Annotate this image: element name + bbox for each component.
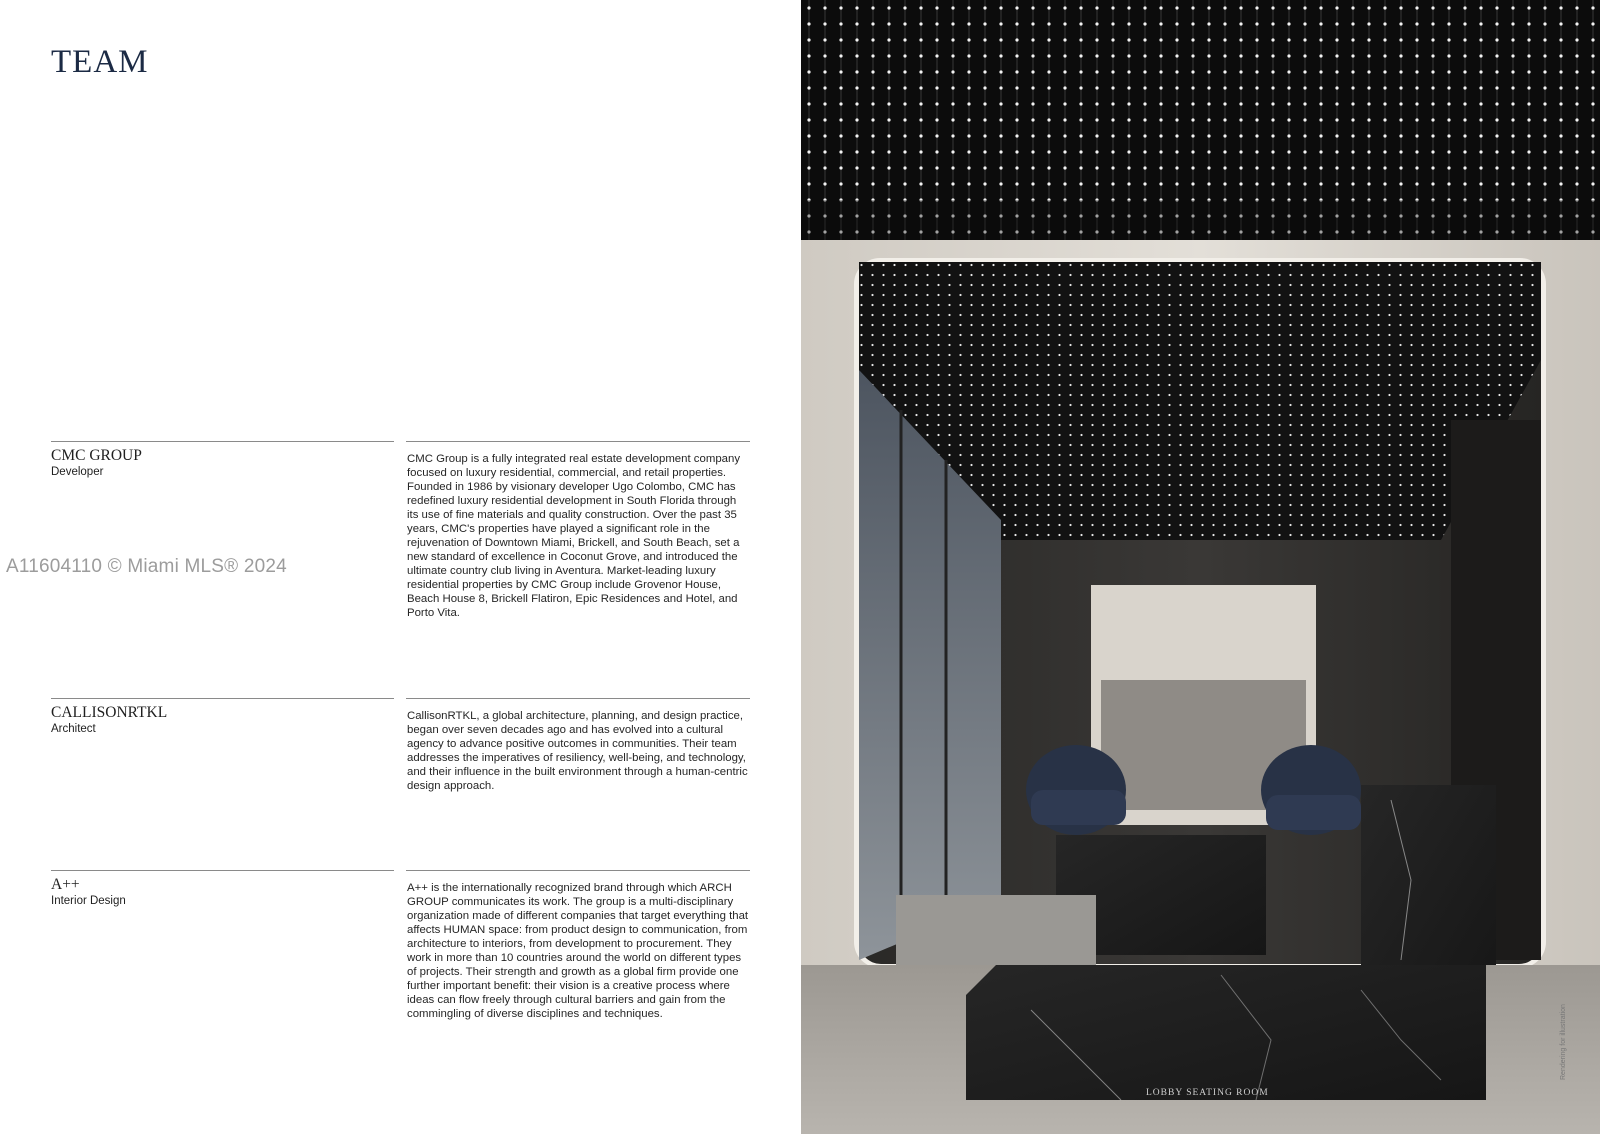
entry-description: A++ is the internationally recognized brand through which ARCH GROUP communicates its work. The group is a multi-disciplinary organization made of different companies that target everything that affects HUMAN space: from product design to communication, from architecture to interiors, from development to procurement. They work in more than 10 countries around the world on different types of projects. Their strength and growth as a global firm provide one further important benefit: their vision is a creative process where ideas can flow freely through cultural barriers and gain from the commingling of diverse disciplines and techniques. xyxy=(407,882,749,1020)
lobby-rendering-image xyxy=(801,0,1600,1134)
entry-name: A++ xyxy=(51,876,80,893)
entry-name: CALLISONRTKL xyxy=(51,704,168,721)
divider xyxy=(406,870,750,871)
photo-caption: LOBBY SEATING ROOM xyxy=(1146,1088,1269,1098)
entry-name: CMC GROUP xyxy=(51,447,142,464)
divider xyxy=(51,441,394,442)
divider xyxy=(406,698,750,699)
divider xyxy=(406,441,750,442)
entry-role: Developer xyxy=(51,466,104,478)
mls-watermark: A11604110 © Miami MLS® 2024 xyxy=(6,556,287,577)
divider xyxy=(51,698,394,699)
entry-role: Architect xyxy=(51,723,96,735)
page-title: TEAM xyxy=(51,44,149,80)
divider xyxy=(51,870,394,871)
entry-description: CMC Group is a fully integrated real estate development company focused on luxury residential, commercial, and retail properties. Founded in 1986 by visionary developer Ugo Colombo, CMC has redefined luxury residential development in South Florida through its use of fine materials and quality construction. Over the past 35 years, CMC's properties have played a significant role in the rejuvenation of Downtown Miami, Brickell, and South Beach, set a new standard of excellence in Coconut Grove, and introduced the ultimate country club living in Aventura. Market-leading luxury residential properties by CMC Group include Grovenor House, Beach House 8, Brickell Flatiron, Epic Residences and Hotel, and Porto Vita. xyxy=(407,453,741,619)
entry-role: Interior Design xyxy=(51,895,126,907)
entry-description: CallisonRTKL, a global architecture, planning, and design practice, began over seven decades ago and has evolved into a cultural agency to advance positive outcomes in communities. Their team addresses the imperatives of resiliency, well-being, and technology, and their influence in the built environment through a human-centric design approach. xyxy=(407,710,748,792)
photo-credit: Rendering for illustration xyxy=(1560,1004,1567,1080)
